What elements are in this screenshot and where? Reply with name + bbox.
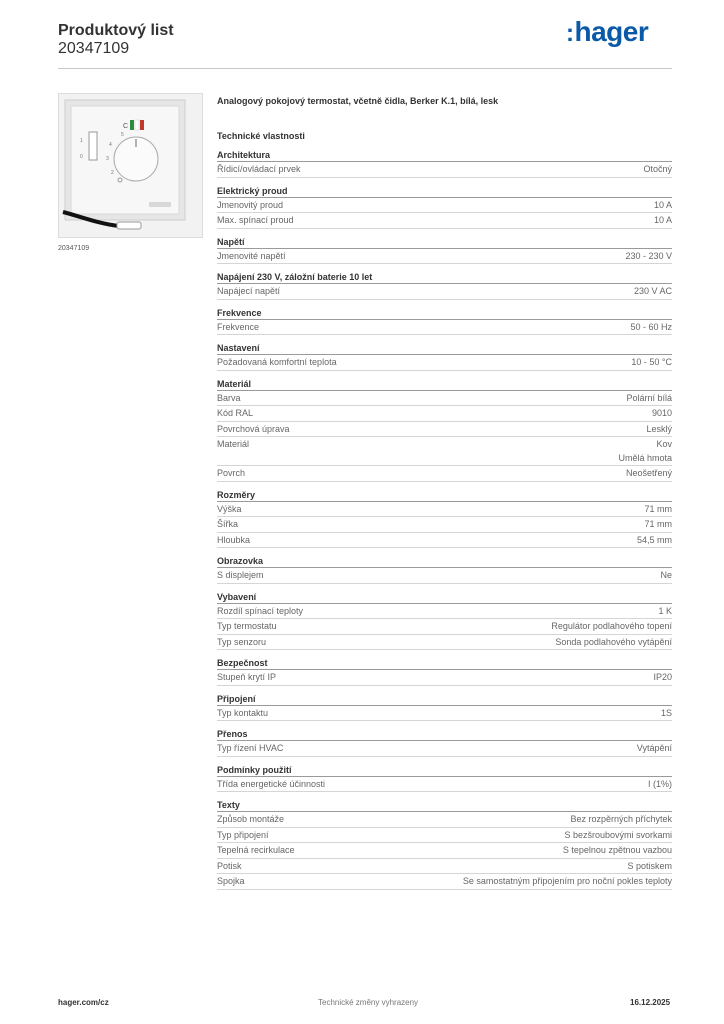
- spec-value: 1S: [660, 707, 672, 718]
- spec-value: 50 - 60 Hz: [630, 321, 672, 332]
- spec-label: Výška: [217, 503, 242, 514]
- spec-label: Typ kontaktu: [217, 707, 269, 718]
- spec-value: 1 K: [658, 605, 672, 616]
- spec-label: Typ termostatu: [217, 621, 277, 631]
- spec-value: Neošetřený: [625, 468, 672, 478]
- spec-section: [217, 693, 672, 722]
- spec-label: Jmenovitý proud: [217, 199, 284, 210]
- spec-row: [217, 406, 672, 422]
- spec-section: [217, 378, 672, 482]
- spec-section: [217, 236, 672, 265]
- svg-text:3: 3: [106, 156, 109, 162]
- spec-label: Řídicí/ovládací prvek: [217, 164, 301, 174]
- spec-row: [217, 355, 672, 371]
- spec-row: [217, 391, 672, 407]
- spec-value: Kov Umělá hmota: [618, 439, 672, 463]
- spec-row: [217, 422, 672, 438]
- spec-section-title: Rozměry: [217, 489, 672, 502]
- spec-row: [217, 874, 672, 890]
- spec-row: [217, 568, 672, 584]
- spec-label: Povrch: [217, 468, 246, 478]
- spec-row: [217, 213, 672, 229]
- spec-value: IP20: [653, 672, 672, 682]
- spec-section-title: Nastavení: [217, 342, 672, 355]
- spec-label: Rozdíl spínací teploty: [217, 605, 304, 616]
- spec-label: Spojka: [217, 876, 245, 886]
- spec-row: [217, 670, 672, 686]
- spec-row: [217, 533, 672, 549]
- spec-row: [217, 706, 672, 722]
- spec-value: 71 mm: [644, 503, 672, 514]
- spec-label: Typ řízení HVAC: [217, 743, 284, 753]
- spec-row: [217, 604, 672, 620]
- spec-label: Max. spínací proud: [217, 215, 294, 225]
- spec-label: Třída energetické účinnosti: [217, 778, 326, 789]
- spec-row: [217, 517, 672, 533]
- spec-label: Šířka: [217, 519, 239, 529]
- spec-section-title: Napájení 230 V, záložní baterie 10 let: [217, 271, 672, 284]
- page-title: Produktový list: [58, 22, 174, 39]
- spec-row: [217, 828, 672, 844]
- spec-label: Požadovaná komfortní teplota: [217, 357, 337, 367]
- spec-section: [217, 185, 672, 229]
- spec-section: [217, 149, 672, 178]
- logo-text: hager: [574, 16, 649, 47]
- product-image: [58, 93, 203, 238]
- spec-label: Kód RAL: [217, 408, 254, 418]
- spec-label: Typ senzoru: [217, 636, 267, 647]
- spec-label: Barva: [217, 392, 241, 403]
- spec-value: 230 - 230 V: [625, 250, 672, 261]
- spec-table: [217, 149, 672, 897]
- spec-value: Vytápění: [636, 743, 672, 753]
- spec-section: [217, 489, 672, 549]
- spec-section: [217, 271, 672, 300]
- spec-section: [217, 728, 672, 757]
- spec-label: Způsob montáže: [217, 814, 285, 824]
- spec-row: [217, 249, 672, 265]
- spec-value: Polární bílá: [626, 392, 672, 403]
- footer-date: 16.12.2025: [630, 998, 671, 1007]
- spec-row: [217, 284, 672, 300]
- spec-section: [217, 799, 672, 890]
- spec-section-title: Přenos: [217, 728, 672, 741]
- spec-row: [217, 466, 672, 482]
- spec-label: Typ připojení: [217, 829, 269, 840]
- spec-section-title: Texty: [217, 799, 672, 812]
- spec-row: [217, 198, 672, 214]
- spec-value: S potiskem: [627, 860, 672, 871]
- spec-value: Ne: [660, 570, 672, 580]
- spec-label: Frekvence: [217, 321, 260, 332]
- svg-text:2: 2: [111, 170, 114, 176]
- header-divider: [58, 68, 672, 69]
- spec-value: 230 V AC: [633, 286, 672, 296]
- spec-section: [217, 307, 672, 336]
- spec-label: Hloubka: [217, 534, 251, 545]
- product-code: 20347109: [58, 40, 130, 57]
- technical-properties-heading: Technické vlastnosti: [217, 131, 305, 141]
- spec-section-title: Materiál: [217, 378, 672, 391]
- spec-row: [217, 843, 672, 859]
- spec-section: [217, 342, 672, 371]
- spec-value: 9010: [651, 408, 672, 418]
- spec-label: Povrchová úprava: [217, 423, 290, 434]
- spec-section-title: Frekvence: [217, 307, 672, 320]
- spec-row: [217, 777, 672, 793]
- hager-logo: :hager: [566, 16, 649, 47]
- svg-text:4: 4: [109, 142, 112, 148]
- spec-row: [217, 320, 672, 336]
- spec-value: Bez rozpěrných příchytek: [570, 814, 672, 824]
- spec-value: 10 A: [653, 215, 672, 225]
- spec-section-title: Elektrický proud: [217, 185, 672, 198]
- spec-label: Jmenovité napětí: [217, 250, 286, 261]
- spec-section-title: Obrazovka: [217, 555, 672, 568]
- svg-text:0: 0: [80, 154, 83, 160]
- spec-section-title: Vybavení: [217, 591, 672, 604]
- spec-value: 54,5 mm: [636, 534, 672, 545]
- spec-section: [217, 657, 672, 686]
- spec-value: Otočný: [643, 164, 672, 174]
- spec-row: [217, 162, 672, 178]
- image-caption: 20347109: [58, 245, 90, 252]
- spec-label: Materiál: [217, 439, 250, 449]
- spec-row: [217, 437, 672, 466]
- spec-section: [217, 764, 672, 793]
- spec-row: [217, 619, 672, 635]
- spec-row: [217, 502, 672, 518]
- product-title: Analogový pokojový termostat, včetně čidla, Berker K.1, bílá, lesk: [217, 96, 499, 106]
- spec-value: 10 A: [653, 199, 672, 210]
- spec-section-title: Napětí: [217, 236, 672, 249]
- svg-text:1: 1: [80, 138, 83, 144]
- spec-value: Regulátor podlahového topení: [551, 621, 672, 631]
- spec-section: [217, 555, 672, 584]
- spec-value: I (1%): [647, 778, 672, 789]
- spec-row: [217, 741, 672, 757]
- spec-value: S bezšroubovými svorkami: [564, 829, 672, 840]
- spec-value: Sonda podlahového vytápění: [555, 636, 672, 647]
- spec-section-title: Architektura: [217, 149, 672, 162]
- spec-row: [217, 859, 672, 875]
- spec-label: Napájecí napětí: [217, 286, 281, 296]
- footer-website-link[interactable]: hager.com/cz: [58, 998, 109, 1007]
- spec-label: Potisk: [217, 860, 242, 871]
- spec-value: 71 mm: [644, 519, 672, 529]
- spec-section-title: Připojení: [217, 693, 672, 706]
- svg-text:5: 5: [121, 132, 124, 138]
- spec-label: S displejem: [217, 570, 264, 580]
- spec-value: S tepelnou zpětnou vazbou: [562, 845, 672, 855]
- spec-section-title: Bezpečnost: [217, 657, 672, 670]
- svg-text:C: C: [123, 123, 129, 130]
- spec-label: Tepelná recirkulace: [217, 845, 295, 855]
- spec-section-title: Podmínky použití: [217, 764, 672, 777]
- footer-disclaimer: Technické změny vyhrazeny: [318, 998, 419, 1007]
- spec-value: Se samostatným připojením pro noční pokles teploty: [462, 876, 672, 886]
- spec-row: [217, 812, 672, 828]
- spec-value: Lesklý: [646, 423, 672, 434]
- spec-value: 10 - 50 °C: [631, 357, 672, 367]
- spec-section: [217, 591, 672, 651]
- thermostat-illustration: [59, 94, 202, 237]
- spec-label: Stupeň krytí IP: [217, 672, 277, 682]
- spec-row: [217, 635, 672, 651]
